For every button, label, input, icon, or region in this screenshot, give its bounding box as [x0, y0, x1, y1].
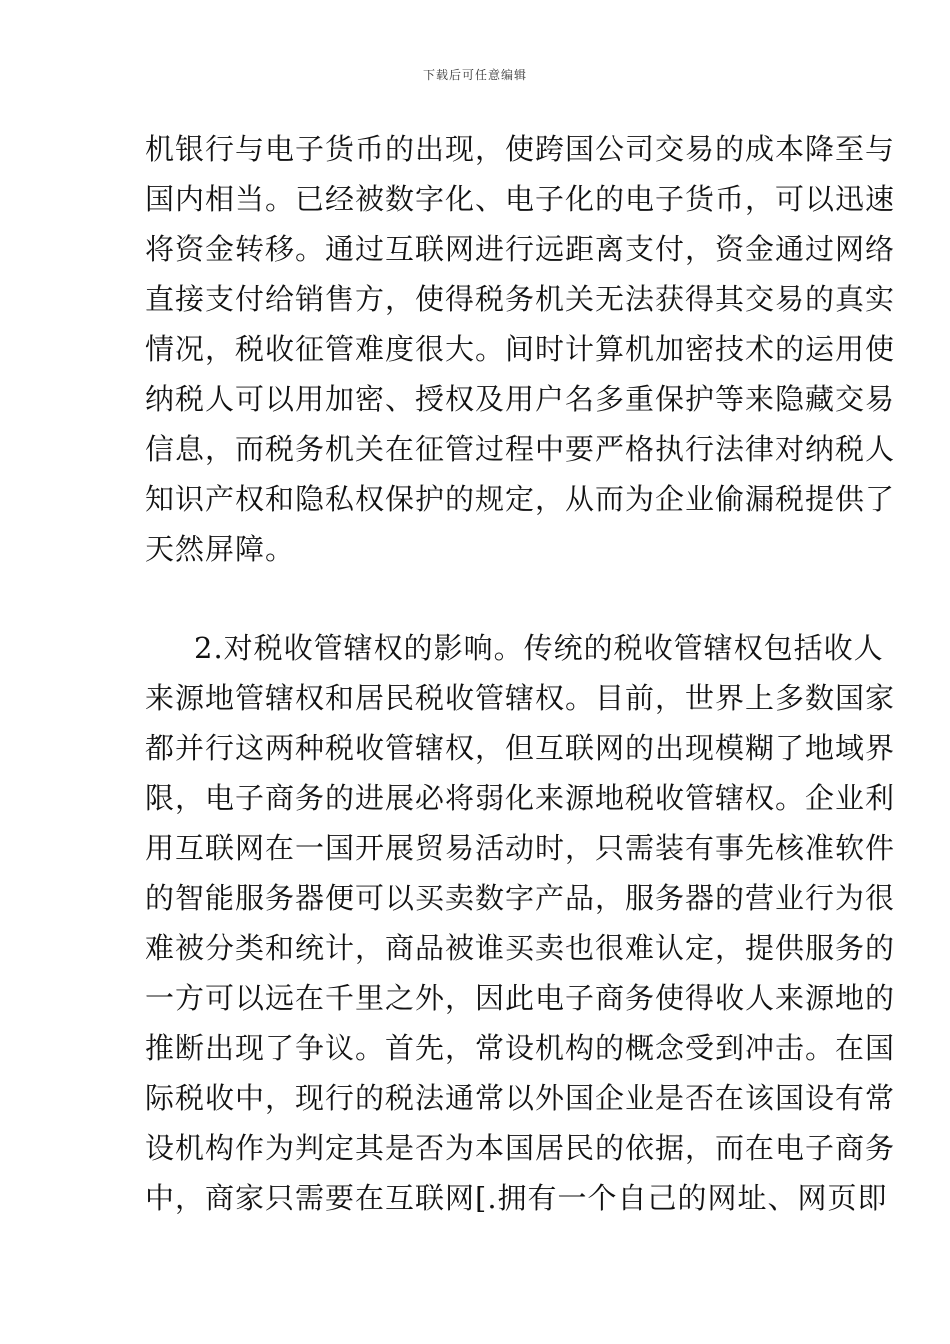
paragraph-line: 情况，税收征管难度很大。间时计算机加密技术的运用使 [145, 332, 896, 366]
paragraph-line: 信息，而税务机关在征管过程中要严格执行法律对纳税人 [145, 432, 896, 466]
paragraph-line: 限，电子商务的进展必将弱化来源地税收管辖权。企业利 [145, 781, 896, 815]
paragraph-line: 知识产权和隐私权保护的规定，从而为企业偷漏税提供了 [145, 482, 896, 516]
paragraph-line: 难被分类和统计，商品被谁买卖也很难认定，提供服务的 [145, 931, 896, 965]
paragraph-line: 天然屏障。 [145, 532, 296, 566]
paragraph-line: 的智能服务器便可以买卖数字产品，服务器的营业行为很 [145, 881, 896, 915]
paragraph-line: 国内相当。已经被数字化、电子化的电子货币，可以迅速 [145, 182, 896, 216]
paragraph-line: 际税收中，现行的税法通常以外国企业是否在该国设有常 [145, 1081, 896, 1115]
header-note: 下载后可任意编辑 [422, 68, 527, 82]
paragraph-line: 纳税人可以用加密、授权及用户名多重保护等来隐藏交易 [145, 382, 896, 416]
paragraph-line: 一方可以远在千里之外，因此电子商务使得收人来源地的 [145, 981, 896, 1015]
paragraph-line: 将资金转移。通过互联网进行远距离支付，资金通过网络 [145, 232, 896, 266]
paragraph-line: 设机构作为判定其是否为本国居民的依据，而在电子商务 [145, 1131, 896, 1165]
paragraph-line: 直接支付给销售方，使得税务机关无法获得其交易的真实 [145, 282, 896, 316]
paragraph-line: 机银行与电子货币的出现，使跨国公司交易的成本降至与 [145, 132, 896, 166]
paragraph-line: 用互联网在一国开展贸易活动时，只需装有事先核准软件 [145, 831, 896, 865]
paragraph-line: 2.对税收管辖权的影响。传统的税收管辖权包括收人 [194, 631, 884, 665]
paragraph-line: 来源地管辖权和居民税收管辖权。目前，世界上多数国家 [145, 681, 896, 715]
paragraph-line: 推断出现了争议。首先，常设机构的概念受到冲击。在国 [145, 1031, 896, 1065]
paragraph-line: 中，商家只需要在互联网[.拥有一个自己的网址、网页即 [145, 1181, 888, 1215]
paragraph-line: 都并行这两种税收管辖权，但互联网的出现模糊了地域界 [145, 731, 896, 765]
